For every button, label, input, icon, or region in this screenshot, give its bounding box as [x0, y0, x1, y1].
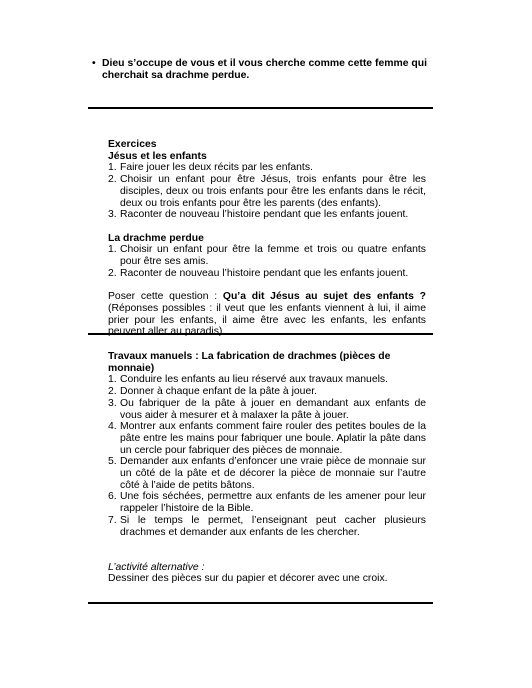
list-number: 1.	[108, 374, 117, 386]
list-jesus-children	[108, 162, 426, 221]
list-item-text: Faire jouer les deux récits par les enfants.	[120, 162, 313, 174]
list-item	[108, 268, 426, 280]
list-number: 7.	[108, 514, 117, 526]
list-item-text: Raconter de nouveau l’histoire pendant que les enfants jouent.	[120, 267, 409, 279]
horizontal-rule	[88, 333, 433, 335]
crafts-title: Travaux manuels : La fabrication de drachmes (pièces de monnaie)	[108, 351, 391, 374]
spacer	[108, 279, 426, 291]
list-number: 4.	[108, 421, 117, 433]
exercises-section	[108, 139, 426, 338]
list-number: 6.	[108, 491, 117, 503]
horizontal-rule	[88, 602, 433, 604]
crafts-section	[108, 351, 426, 585]
question-answers: (Réponses possibles : il veut que les enfants viennent à lui, il aime prier pour les enfants, il aime être avec les enfants, les enfants peuvent aller au paradis).	[108, 302, 426, 338]
list-number: 3.	[108, 209, 117, 221]
list-number: 1.	[108, 244, 117, 256]
spacer	[108, 550, 426, 562]
question-text: Qu’a dit Jésus au sujet des enfants ?	[222, 291, 426, 303]
list-item	[108, 374, 426, 386]
horizontal-rule	[88, 107, 433, 109]
list-number: 3.	[108, 397, 117, 409]
list-item-text: Choisir un enfant pour être la femme et trois ou quatre enfants pour être ses amis.	[120, 244, 426, 268]
list-item-text: Conduire les enfants au lieu réservé aux travaux manuels.	[120, 374, 388, 386]
bullet-symbol: •	[92, 58, 96, 69]
list-number: 2.	[108, 386, 117, 398]
spacer	[108, 538, 426, 550]
bullet-text: Dieu s’occupe de vous et il vous cherche comme cette femme qui cherchait sa drachme perdue.	[102, 58, 427, 81]
list-number: 5.	[108, 456, 117, 468]
list-item	[108, 491, 426, 514]
section-title-jesus-children: Jésus et les enfants	[108, 150, 207, 162]
list-item	[108, 162, 426, 174]
question-prefix: Poser cette question :	[108, 291, 223, 303]
list-number: 2.	[108, 267, 117, 279]
list-item	[108, 515, 426, 538]
list-item-text: Choisir un enfant pour être Jésus, trois enfants pour être les disciples, deux ou trois enfants pour être les enfants dans le récit, deux ou trois enfants pour être les parents (des enfants).	[120, 174, 426, 209]
question-paragraph	[108, 291, 426, 338]
list-item	[108, 456, 426, 491]
bullet-point	[92, 58, 427, 81]
list-item-text: Une fois séchées, permettre aux enfants de les amener pour leur rappeler l’histoire de la Bible.	[120, 491, 426, 515]
list-item-text: Ou fabriquer de la pâte à jouer en demandant aux enfants de vous aider à mesurer et à malaxer la pâte à jouer.	[120, 397, 426, 421]
crafts-list	[108, 374, 426, 538]
alternative-activity-title: L’activité alternative :	[108, 561, 205, 573]
exercises-heading: Exercices	[108, 139, 157, 150]
list-item-text: Montrer aux enfants comment faire rouler des petites boules de la pâte entre les mains pour fabriquer une boule. Aplatir la pâte dans un cercle pour fabriquer des pièces de monnaie.	[120, 421, 426, 456]
list-item-text: Demander aux enfants d’enfoncer une vraie pièce de monnaie sur un côté de la pâte et de décorer la pièce de monnaie sur l’autre côté à l’aide de petits bâtons.	[120, 456, 426, 491]
list-number: 2.	[108, 174, 117, 186]
list-item	[108, 244, 426, 267]
list-item	[108, 398, 426, 421]
spacer	[108, 221, 426, 233]
list-item	[108, 386, 426, 398]
list-item	[108, 174, 426, 209]
section-title-lost-coin: La drachme perdue	[108, 232, 204, 244]
list-item-text: Raconter de nouveau l’histoire pendant que les enfants jouent.	[120, 209, 409, 221]
list-item-text: Si le temps le permet, l’enseignant peut cacher plusieurs drachmes et demander aux enfants de les chercher.	[120, 514, 426, 538]
list-lost-coin	[108, 244, 426, 279]
list-item	[108, 209, 426, 221]
alternative-activity-text: Dessiner des pièces sur du papier et décorer avec une croix.	[108, 573, 388, 585]
list-item-text: Donner à chaque enfant de la pâte à jouer.	[120, 386, 317, 398]
list-number: 1.	[108, 162, 117, 174]
list-item	[108, 421, 426, 456]
